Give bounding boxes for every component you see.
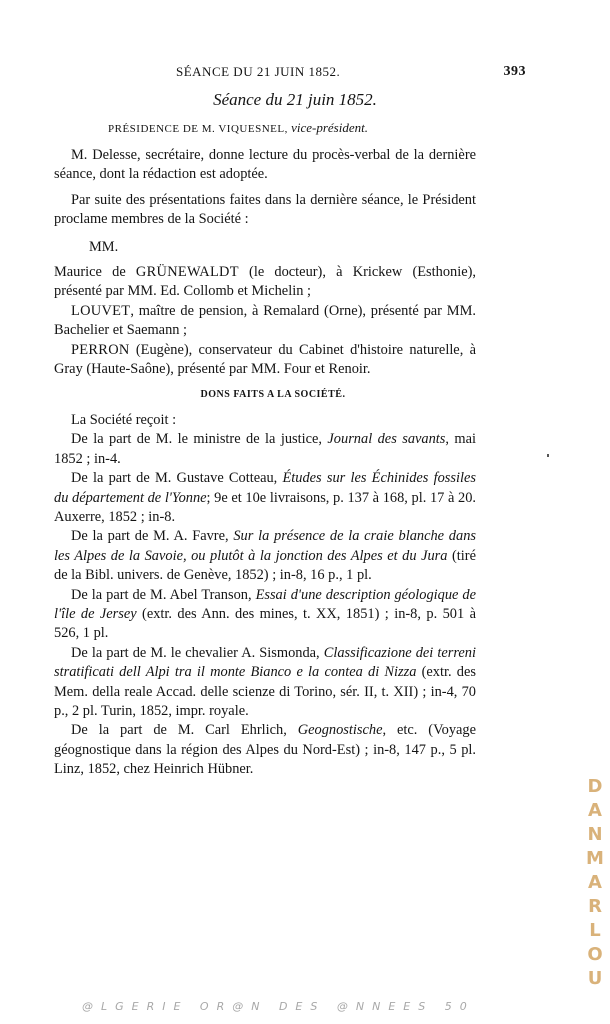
paragraph-proces-verbal: M. Delesse, secrétaire, donne lecture du procès-verbal de la dernière séance, dont la rédaction est adoptée. <box>54 147 476 183</box>
member-name: PERRON <box>71 341 130 358</box>
presidence-role: vice-président. <box>291 120 368 135</box>
member-entry: LOUVET, maître de pension, à Remalard (Orne), présenté par MM. Bachelier et Saemann ; <box>54 302 476 339</box>
member-name: GRÜNEWALDT <box>135 264 239 281</box>
paragraph-presentations: Par suite des présentations faites dans la dernière séance, le Président proclame membres de la Société : <box>54 191 476 228</box>
watermark-danmarlou: D A N M A R L O U <box>586 776 604 989</box>
footer-watermark: @LGERIE OR@N DES @NNEES 50 <box>82 1000 475 1013</box>
ink-speck <box>547 454 549 457</box>
member-name: LOUVET <box>71 302 131 319</box>
don-entry: De la part de M. le ministre de la justice, Journal des savants, mai 1852 ; in-4. <box>54 431 476 467</box>
mm-label: MM. <box>89 238 119 255</box>
don-entry: De la part de M. Gustave Cotteau, Études sur les Échinides fossiles du département de l'Yonne; 9e et 10e livraisons, p. 137 à 168, pl. 17 à 20. Auxerre, 1852 ; in-8. <box>54 470 476 525</box>
dons-heading: DONS FAITS A LA SOCIÉTÉ. <box>200 389 346 401</box>
member-entry: PERRON (Eugène), conservateur du Cabinet d'histoire naturelle, à Gray (Haute-Saône), présenté par MM. Four et Renoir. <box>54 341 476 378</box>
page-number: 393 <box>503 64 526 79</box>
presidence-label: PRÉSIDENCE DE M. VIQUESNEL, <box>108 123 288 135</box>
seance-title-text: Séance du 21 juin 1852. <box>213 90 377 109</box>
member-entry: Maurice de GRÜNEWALDT (le docteur), à Krickew (Esthonie), présenté par MM. Ed. Collomb et Michelin ; <box>54 264 476 300</box>
don-entry: De la part de M. Carl Ehrlich, Geognostische, etc. (Voyage géognostique dans la région des Alpes du Nord-Est) ; in-8, 147 p., 5 pl. Linz, 1852, chez Heinrich Hübner. <box>54 722 476 778</box>
running-head <box>176 64 526 82</box>
presidence-line <box>108 120 368 136</box>
don-entry: De la part de M. Abel Transon, Essai d'une description géologique de l'île de Jersey (extr. des Ann. des mines, t. XX, 1851) ; in-8, p. 501 à 526, 1 pl. <box>54 586 476 642</box>
dons-intro: La Société reçoit : <box>71 411 177 428</box>
running-title: SÉANCE DU 21 JUIN 1852. <box>176 64 341 79</box>
don-entry: De la part de M. A. Favre, Sur la présence de la craie blanche dans les Alpes de la Savoie, ou plutôt à la jonction des Alpes et du Jura (tiré de la Bibl. univers. de Genève, 1852) ; in-8, 16 p., 1 pl. <box>54 528 476 584</box>
seance-title <box>0 90 530 110</box>
body-text <box>54 146 476 780</box>
don-entry: De la part de M. le chevalier A. Sismonda, Classificazione dei terreni stratificati dell Alpi tra il monte Bianco e la contea di Nizza (extr. des Mem. della reale Accad. delle scienze di Torino, sér. II, t. XII) ; in-4, 70 p., 2 pl. Turin, 1852, impr. royale. <box>54 644 476 719</box>
